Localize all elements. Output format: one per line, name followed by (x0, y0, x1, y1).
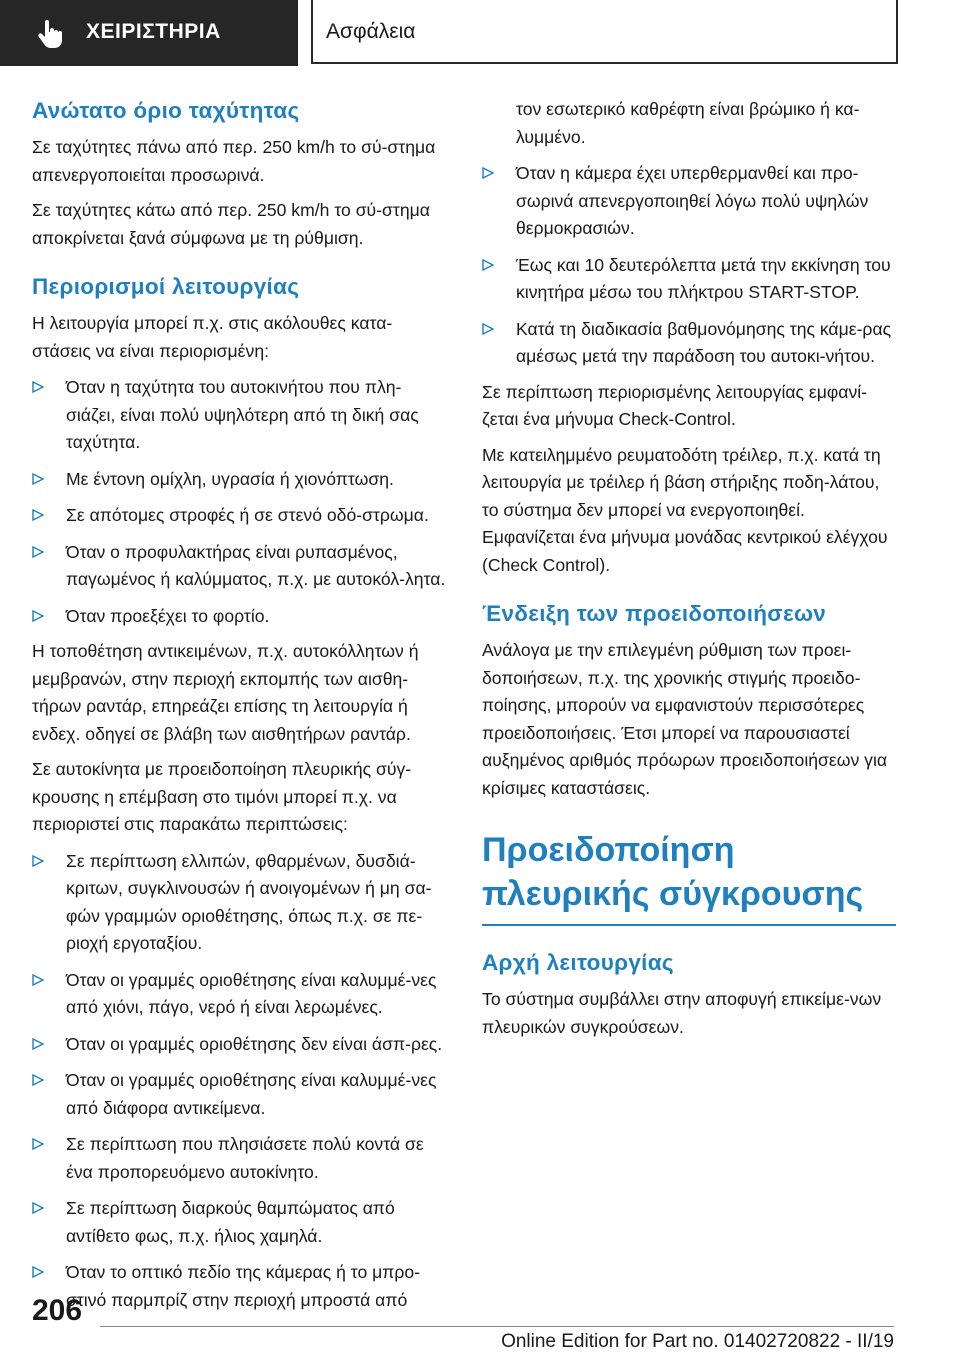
list-item (32, 539, 450, 594)
list-item-text: Όταν οι γραμμές οριοθέτησης είναι καλυμμέ-νες από χιόνι, πάγο, νερό ή είναι λερωμένες. (66, 969, 437, 1017)
list-item (32, 374, 450, 457)
chapter-tab-label: Ασφάλεια (326, 20, 416, 43)
triangle-bullet-icon (482, 323, 494, 335)
list-item-text: Σε περίπτωση διαρκούς θαμπώματος από αντίθετο φως, π.χ. ήλιος χαμηλά. (66, 1198, 395, 1246)
chapter-heading-block (482, 828, 896, 926)
paragraph: Με κατειλημμένο ρευματοδότη τρέιλερ, π.χ. κατά τη λειτουργία με τρέιλερ ή βάση στήριξης ποδη-λάτου, το σύστημα δεν μπορεί να ενεργοποιηθεί. Εμφανίζεται ένα μήνυμα μονάδας κεντρικού ελέγχου (Check Control). (482, 444, 888, 575)
paragraph: Σε περίπτωση περιορισμένης λειτουργίας εμφανί-ζεται ένα μήνυμα Check-Control. (482, 381, 868, 429)
list-item (32, 848, 450, 958)
bullet-list (482, 160, 896, 371)
triangle-bullet-icon (482, 167, 494, 179)
list-item-text: Όταν οι γραμμές οριοθέτησης δεν είναι άσπ-ρες. (66, 1033, 443, 1054)
page-header (0, 0, 960, 66)
chapter-tab[interactable] (311, 0, 898, 64)
list-item (32, 1259, 450, 1314)
list-item-text: Όταν ο προφυλακτήρας είναι ρυπασμένος, παγωμένος ή καλύμματος, π.χ. με αυτοκόλ-λητα. (66, 541, 446, 589)
paragraph: Η λειτουργία μπορεί π.χ. στις ακόλουθες κατα-στάσεις να είναι περιορισμένη: (32, 313, 393, 361)
list-item (32, 603, 450, 631)
list-item-text: Όταν η κάμερα έχει υπερθερμανθεί και προ-σωρινά απενεργοποιηθεί λόγω πολύ υψηλών θερμοκρασιών. (516, 163, 869, 238)
list-item (32, 502, 450, 530)
list-item (32, 1195, 450, 1250)
paragraph: Σε ταχύτητες κάτω από περ. 250 km/h το σύ-στημα αποκρίνεται ξανά σύμφωνα με τη ρύθμιση. (32, 200, 430, 248)
triangle-bullet-icon (32, 473, 44, 485)
heading-warning-display: Ένδειξη των προειδοποιήσεων (482, 601, 827, 626)
triangle-bullet-icon (32, 546, 44, 558)
triangle-bullet-icon (32, 381, 44, 393)
paragraph: Η τοποθέτηση αντικειμένων, π.χ. αυτοκόλλητων ή μεμβρανών, στην περιοχή εκπομπής των αισθη-τήρων ραντάρ, επηρεάζει επίσης τη λειτουργία ή ενδεχ. οδηγεί σε βλάβη των αισθητήρων ραντάρ. (32, 641, 419, 744)
triangle-bullet-icon (32, 1074, 44, 1086)
list-item-text: Κατά τη διαδικασία βαθμονόμησης της κάμε-ρας αμέσως μετά την παράδοση του αυτοκι-νήτου. (516, 318, 892, 366)
heading-function-limits: Περιορισμοί λειτουργίας (32, 274, 300, 299)
paragraph: Ανάλογα με την επιλεγμένη ρύθμιση των προει-δοποιήσεων, π.χ. της χρονικής στιγμής προειδο-ποίησης, μπορούν να εμφανιστούν περισσότερες προειδοποιήσεις. Έτσι μπορεί να παρουσιαστεί αυξημένος αριθμός πρόωρων προειδοποιήσεων για κρίσιμες καταστάσεις. (482, 640, 888, 798)
paragraph: Σε αυτοκίνητα με προειδοποίηση πλευρικής σύγ-κρουσης η επέμβαση στο τιμόνι μπορεί π.χ. να περιοριστεί στις παρακάτω περιπτώσεις: (32, 759, 412, 834)
footer-edition: Online Edition for Part no. 01402720822 - II/19 (501, 1331, 894, 1352)
bullet-list (32, 374, 450, 630)
triangle-bullet-icon (32, 974, 44, 986)
list-item-text: Όταν προεξέχει το φορτίο. (66, 605, 270, 626)
list-item (32, 466, 450, 494)
triangle-bullet-icon (32, 1038, 44, 1050)
list-item-text: Όταν το οπτικό πεδίο της κάμερας ή το μπρο-στινό παρμπρίζ στην περιοχή μπροστά από (66, 1262, 421, 1310)
list-item-text: Σε απότομες στροφές ή σε στενό οδό-στρωμα. (66, 505, 429, 525)
list-item (32, 967, 450, 1022)
list-item (482, 160, 896, 243)
list-item (482, 316, 896, 371)
list-item-text: Όταν οι γραμμές οριοθέτησης είναι καλυμμέ-νες από διάφορα αντικείμενα. (66, 1070, 437, 1118)
footer-divider (100, 1326, 894, 1327)
section-tab[interactable] (0, 0, 298, 66)
triangle-bullet-icon (32, 1266, 44, 1278)
heading-principle: Αρχή λειτουργίας (482, 950, 674, 975)
list-item (482, 252, 896, 307)
paragraph: Το σύστημα συμβάλλει στην αποφυγή επικείμε-νων πλευρικών συγκρούσεων. (482, 989, 882, 1037)
right-column (482, 96, 896, 1041)
heading-speed-limit: Ανώτατο όριο ταχύτητας (32, 98, 300, 123)
triangle-bullet-icon (32, 855, 44, 867)
list-item-text: Όταν η ταχύτητα του αυτοκινήτου που πλη-σιάζει, είναι πολύ υψηλότερη από τη δική σας ταχύτητα. (66, 377, 419, 452)
page-number: 206 (32, 1294, 83, 1327)
bullet-list (32, 848, 450, 1315)
triangle-bullet-icon (32, 1138, 44, 1150)
triangle-bullet-icon (32, 610, 44, 622)
left-column (32, 96, 450, 1314)
list-item-text: Με έντονη ομίχλη, υγρασία ή χιονόπτωση. (66, 468, 394, 489)
heading-lateral-collision-warning: Προειδοποίηση πλευρικής σύγκρουσης (482, 831, 864, 913)
list-item (32, 1131, 450, 1186)
list-item-continuation: τον εσωτερικό καθρέφτη είναι βρώμικο ή κα-λυμμένο. (516, 99, 860, 147)
triangle-bullet-icon (32, 1202, 44, 1214)
list-item (32, 1067, 450, 1122)
list-item-text: Σε περίπτωση που πλησιάσετε πολύ κοντά σε ένα προπορευόμενο αυτοκίνητο. (66, 1134, 424, 1182)
hand-pointer-icon (36, 20, 66, 50)
triangle-bullet-icon (482, 259, 494, 271)
section-tab-label: ΧΕΙΡΙΣΤΗΡΙΑ (86, 20, 221, 43)
triangle-bullet-icon (32, 509, 44, 521)
paragraph: Σε ταχύτητες πάνω από περ. 250 km/h το σύ-στημα απενεργοποιείται προσωρινά. (32, 137, 436, 185)
list-item-text: Σε περίπτωση ελλιπών, φθαρμένων, δυσδιά-κριτων, συγκλινουσών ή ανοιγομένων ή μη σα-φών γραμμών οριοθέτησης, όπως π.χ. σε πε-ριοχή εργοταξίου. (66, 850, 432, 953)
list-item-text: Έως και 10 δευτερόλεπτα μετά την εκκίνηση του κινητήρα μέσω του πλήκτρου START-STOP. (516, 254, 891, 302)
list-item (32, 1031, 450, 1059)
